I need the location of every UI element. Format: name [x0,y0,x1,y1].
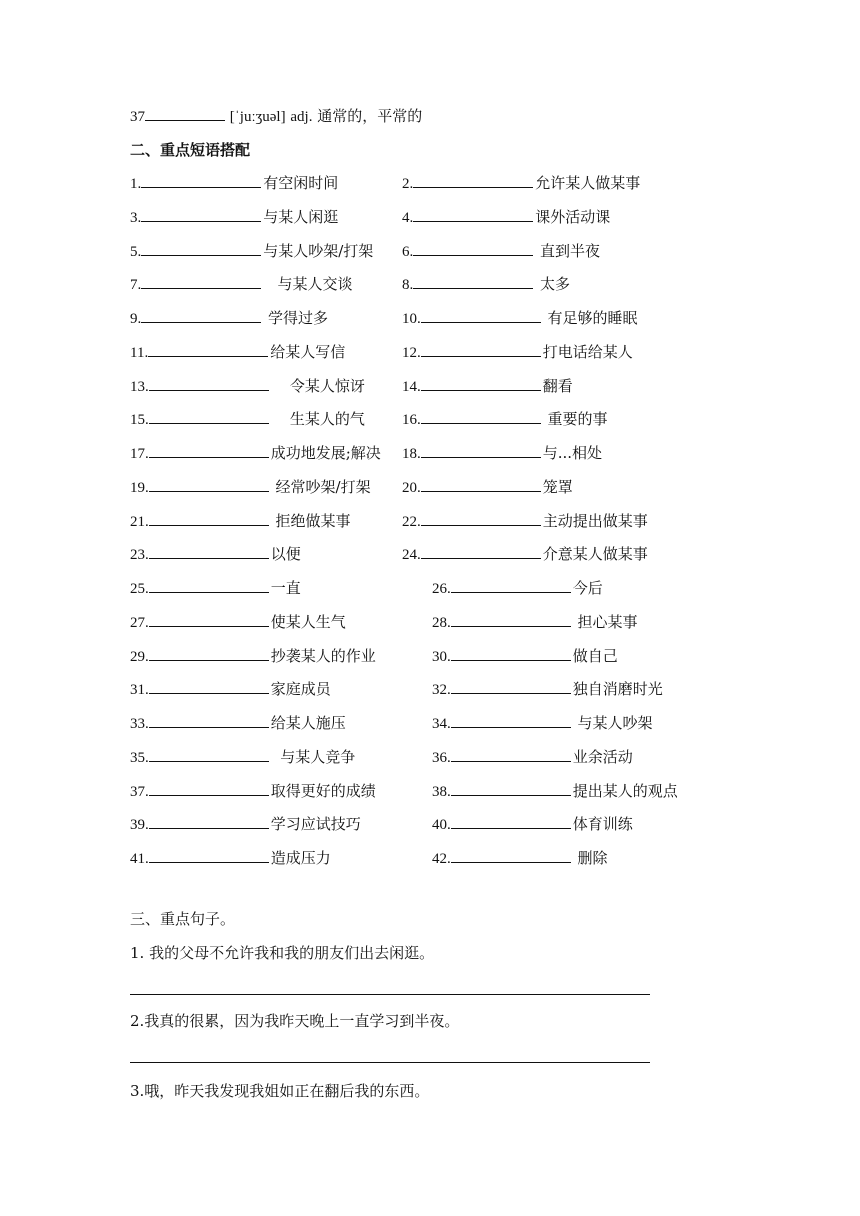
phrase-number: 6. [402,243,414,260]
phrase-number: 17. [130,446,149,462]
phrase-item [432,678,663,701]
phrase-meaning: 业余活动 [572,747,633,766]
phrase-item [402,273,570,296]
sentence-1-answer-line[interactable] [130,994,650,995]
phrase-number: 28. [432,614,451,631]
phrase-item [130,813,361,836]
phrase-meaning: 给某人施压 [270,714,346,732]
phrase-blank[interactable] [421,544,541,559]
phrase-meaning: 与某人吵架 [572,714,653,732]
phrase-blank[interactable] [421,376,541,391]
phrase-meaning: 拒绝做某事 [270,511,351,530]
phrase-number: 11. [130,344,149,361]
phrase-blank[interactable] [149,544,269,559]
phrase-blank[interactable] [413,241,533,256]
phrase-item [130,543,301,566]
phrase-meaning: 主动提出做某事 [542,511,648,530]
phrase-item [130,476,371,499]
phrase-meaning: 做自己 [572,646,618,665]
phrase-item [402,240,600,263]
phrase-blank[interactable] [451,781,571,796]
phrase-number: 34. [432,716,451,732]
phrase-blank[interactable] [149,646,269,661]
phrase-item [130,746,355,769]
phrase-meaning: 介意某人做某事 [542,545,648,564]
phrase-number: 27. [130,614,149,631]
phrase-number: 20. [402,479,421,496]
phrase-blank[interactable] [451,612,571,627]
phrase-item [130,645,376,668]
phrase-blank[interactable] [451,646,571,661]
vocab-phonetic: [ˈjuːʒuəl] [229,109,286,125]
phrase-number: 37. [130,783,149,800]
phrase-number: 25. [130,581,149,597]
phrase-blank[interactable] [149,612,269,627]
phrase-meaning: 独自消磨时光 [572,680,663,699]
phrase-number: 29. [130,648,149,665]
phrase-number: 8. [402,277,414,294]
phrase-meaning: 家庭成员 [270,680,331,699]
phrase-number: 1. [130,176,142,192]
sentence-3: 3.哦，昨天我发现我姐如正在翻后我的东西。 [130,1082,430,1100]
phrase-item [130,847,331,870]
phrase-item [130,172,338,195]
phrase-blank[interactable] [421,477,541,492]
sentence-2-answer-line[interactable] [130,1062,650,1063]
phrase-meaning: 重要的事 [542,410,608,429]
phrase-blank[interactable] [149,848,269,863]
phrase-blank[interactable] [451,848,571,863]
phrase-meaning: 生某人的气 [270,410,365,429]
phrase-meaning: 给某人写信 [270,342,346,361]
phrase-meaning: 学习应试技巧 [270,815,361,834]
phrase-blank[interactable] [149,781,269,796]
phrase-item [130,341,345,364]
phrase-number: 22. [402,513,421,530]
phrase-meaning: 直到半夜 [535,241,601,260]
phrase-number: 10. [402,311,421,327]
vocab-meaning: 通常的，平常的 [317,107,423,125]
phrase-item [402,543,648,566]
phrase-blank[interactable] [149,409,269,424]
phrase-blank[interactable] [149,511,269,526]
phrase-blank[interactable] [149,747,269,762]
phrase-meaning: 有足够的睡眠 [542,309,638,327]
section3-title: 三、重点句子。 [130,910,236,928]
phrase-blank[interactable] [451,713,571,728]
phrase-item [432,611,638,634]
phrase-item [402,510,648,533]
phrase-blank[interactable] [149,713,269,728]
phrase-item [402,375,573,398]
phrase-blank[interactable] [149,376,269,391]
phrase-blank[interactable] [141,241,261,256]
phrase-item [432,847,608,870]
sentence-1: 1. 我的父母不允许我和我的朋友们出去闲逛。 [130,944,435,962]
phrase-number: 24. [402,547,421,564]
phrase-number: 42. [432,851,451,867]
phrase-meaning: 有空闲时间 [263,174,339,192]
phrase-meaning: 打电话给某人 [542,342,633,361]
phrase-meaning: 令某人惊讶 [270,376,365,395]
phrase-meaning: 使某人生气 [270,612,346,631]
phrase-number: 3. [130,209,142,226]
phrase-item [130,712,346,735]
vocab-number: 37 [130,109,145,125]
phrase-meaning: 抄袭某人的作业 [270,646,376,665]
phrase-meaning: 造成压力 [270,849,331,867]
phrase-blank[interactable] [141,274,261,289]
phrase-blank[interactable] [421,308,541,323]
section2-title: 二、重点短语搭配 [130,141,251,159]
phrase-number: 39. [130,817,149,834]
phrase-number: 30. [432,648,451,665]
phrase-item [130,375,365,398]
phrase-item [130,408,365,431]
phrase-item [130,442,381,465]
phrase-number: 40. [432,817,451,834]
phrase-blank[interactable] [413,173,533,188]
phrase-meaning: 允许某人做某事 [535,174,641,192]
phrase-number: 35. [130,749,149,766]
phrase-item [432,780,678,803]
phrase-blank[interactable] [451,679,571,694]
phrase-blank[interactable] [421,443,541,458]
phrase-blank[interactable] [421,511,541,526]
phrase-blank[interactable] [141,173,261,188]
phrase-item [130,240,373,263]
phrase-item [130,577,301,600]
phrase-number: 36. [432,749,451,766]
phrase-blank[interactable] [148,342,268,357]
phrase-number: 38. [432,783,451,800]
phrase-number: 33. [130,716,149,732]
phrase-meaning: 取得更好的成绩 [270,781,376,800]
phrase-meaning: 一直 [270,579,301,597]
phrase-number: 16. [402,412,421,429]
phrase-item [402,341,633,364]
phrase-item [130,678,331,701]
phrase-item [402,172,640,195]
phrase-item [130,780,376,803]
vocab-item-37 [130,105,422,128]
phrase-meaning: 经常吵架/打架 [270,477,371,496]
vocab-pos: adj. [290,109,313,125]
phrase-meaning: 与某人吵架/打架 [263,241,374,260]
phrase-item [432,577,603,600]
phrase-blank[interactable] [149,814,269,829]
phrase-number: 18. [402,446,421,462]
phrase-item [402,307,638,330]
phrase-blank[interactable] [141,207,261,222]
phrase-blank[interactable] [149,477,269,492]
phrase-item [402,408,608,431]
phrase-item [432,813,633,836]
phrase-meaning: 以便 [270,545,301,564]
phrase-meaning: 太多 [535,275,571,294]
phrase-meaning: 与某人闲逛 [263,207,339,226]
phrase-meaning: 成功地发展;解决 [270,444,381,462]
phrase-blank[interactable] [149,679,269,694]
phrase-meaning: 学得过多 [263,309,329,327]
phrase-item [130,611,346,634]
phrase-blank[interactable] [451,747,571,762]
phrase-number: 7. [130,277,142,294]
phrase-meaning: 笼罩 [542,477,573,496]
phrase-meaning: 今后 [572,579,603,597]
phrase-number: 9. [130,311,142,327]
phrase-item [130,206,338,229]
phrase-blank[interactable] [421,342,541,357]
phrase-meaning: 与某人交谈 [263,275,353,294]
phrase-blank[interactable] [141,308,261,323]
phrase-blank[interactable] [413,207,533,222]
phrase-number: 26. [432,581,451,597]
phrase-blank[interactable] [149,578,269,593]
phrase-number: 2. [402,176,414,192]
phrase-blank[interactable] [451,814,571,829]
phrase-number: 31. [130,682,149,699]
phrase-meaning: 与...相处 [542,444,603,462]
phrase-item [130,510,351,533]
phrase-number: 21. [130,513,149,530]
phrase-number: 5. [130,243,142,260]
phrase-number: 12. [402,344,421,361]
phrase-number: 32. [432,682,451,699]
phrase-meaning: 删除 [572,849,608,867]
phrase-meaning: 课外活动课 [535,207,611,226]
phrase-number: 19. [130,479,149,496]
phrase-number: 23. [130,547,149,564]
phrase-blank[interactable] [413,274,533,289]
phrase-number: 15. [130,412,149,429]
phrase-number: 13. [130,378,149,395]
phrase-item [432,645,618,668]
phrase-number: 14. [402,378,421,395]
phrase-item [432,712,653,735]
phrase-number: 4. [402,209,414,226]
phrase-item [402,476,573,499]
phrase-meaning: 翻看 [542,376,573,395]
phrase-item [402,442,602,465]
sentence-2: 2.我真的很累，因为我昨天晚上一直学习到半夜。 [130,1012,460,1030]
phrase-item [432,746,633,769]
phrase-meaning: 担心某事 [572,612,638,631]
phrase-item [130,307,328,330]
phrase-meaning: 提出某人的观点 [572,781,678,800]
phrase-item [402,206,610,229]
phrase-blank[interactable] [149,443,269,458]
phrase-meaning: 体育训练 [572,815,633,834]
phrase-item [130,273,353,296]
phrase-number: 41. [130,851,149,867]
phrase-blank[interactable] [421,409,541,424]
phrase-meaning: 与某人竞争 [270,747,356,766]
phrase-blank[interactable] [451,578,571,593]
vocab-blank[interactable] [145,106,225,121]
